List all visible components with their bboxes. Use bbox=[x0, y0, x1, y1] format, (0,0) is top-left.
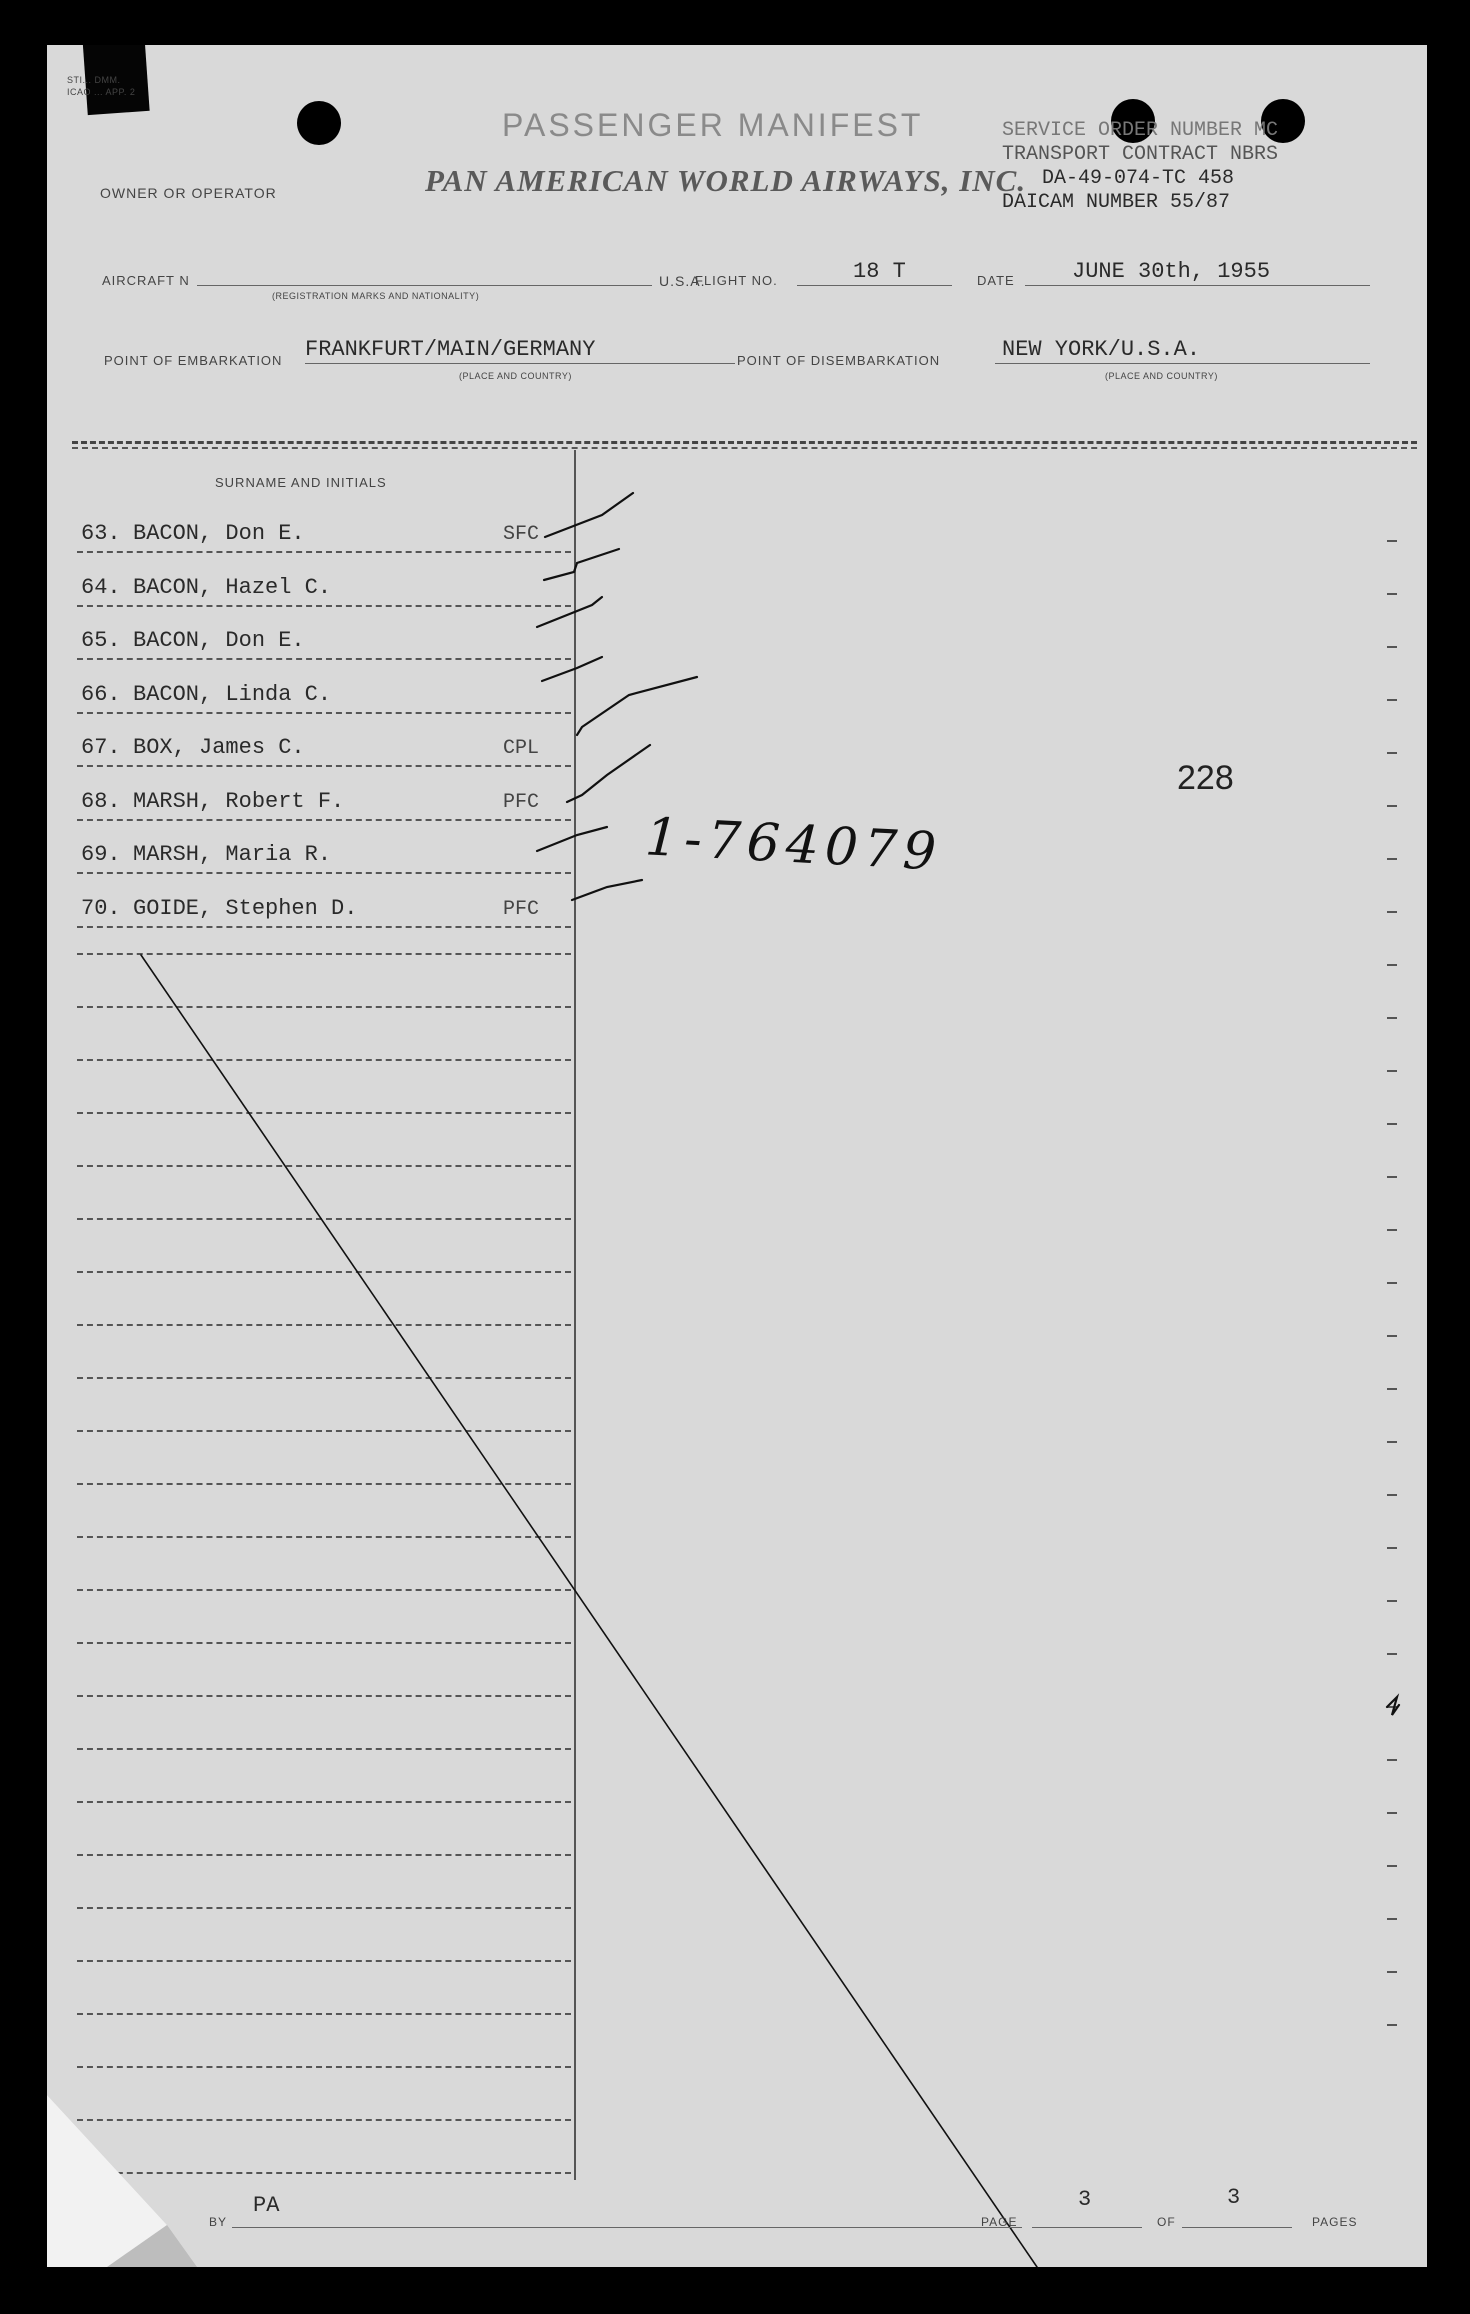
by-value: PA bbox=[253, 2193, 280, 2218]
transport-contract-line: TRANSPORT CONTRACT NBRS bbox=[1002, 143, 1279, 166]
check-mark-67 bbox=[577, 677, 697, 735]
carrier-name: PAN AMERICAN WORLD AIRWAYS, INC. bbox=[425, 163, 1027, 198]
check-mark-64 bbox=[544, 549, 619, 580]
contract-number-line: DA-49-074-TC 458 bbox=[1042, 167, 1235, 190]
of-line bbox=[1182, 2227, 1292, 2228]
page-label: PAGE bbox=[981, 2215, 1018, 2229]
daicam-number-line: DAICAM NUMBER 55/87 bbox=[1002, 191, 1231, 214]
row-number: 69. bbox=[81, 842, 121, 867]
passenger-name: GOIDE, Stephen D. bbox=[133, 895, 358, 921]
page-value: 3 bbox=[1078, 2187, 1092, 2212]
by-line bbox=[232, 2227, 1022, 2228]
service-order-line: SERVICE ORDER NUMBER MC bbox=[1002, 119, 1279, 142]
passenger-name: BOX, James C. bbox=[133, 735, 305, 760]
check-mark-63 bbox=[545, 493, 633, 537]
embarkation-caption: (PLACE AND COUNTRY) bbox=[459, 371, 572, 381]
stamp-number: 228 bbox=[1177, 759, 1234, 797]
row-number: 70. bbox=[81, 895, 121, 921]
corner-code-line2: ICAO ... APP. 2 bbox=[67, 87, 136, 97]
passenger-name: BACON, Don E. bbox=[133, 521, 305, 546]
folded-corner bbox=[47, 2095, 197, 2267]
passenger-rank: PFC bbox=[503, 897, 540, 921]
check-mark-70 bbox=[572, 880, 642, 900]
row-number: 65. bbox=[81, 628, 121, 653]
by-label: BY bbox=[209, 2215, 228, 2229]
surname-column-header: SURNAME AND INITIALS bbox=[215, 475, 387, 490]
passenger-name: MARSH, Maria R. bbox=[133, 842, 332, 867]
embarkation-label: POINT OF EMBARKATION bbox=[104, 353, 283, 368]
of-label: OF bbox=[1157, 2215, 1176, 2229]
corner-code-line1: STI... DMM. bbox=[67, 75, 121, 85]
row-number: 68. bbox=[81, 788, 121, 814]
country-label: U.S.A. bbox=[659, 273, 706, 289]
row-number: 64. bbox=[81, 574, 121, 600]
row-number: 63. bbox=[81, 521, 121, 546]
passenger-name: MARSH, Robert F. bbox=[133, 788, 345, 814]
handwriting-layer bbox=[47, 45, 1427, 2267]
disembarkation-caption: (PLACE AND COUNTRY) bbox=[1105, 371, 1218, 381]
disembarkation-label: POINT OF DISEMBARKATION bbox=[737, 353, 941, 368]
aircraft-label: AIRCRAFT N bbox=[102, 273, 190, 288]
embarkation-value: FRANKFURT/MAIN/GERMANY bbox=[305, 337, 596, 362]
registration-caption: (REGISTRATION MARKS AND NATIONALITY) bbox=[272, 291, 480, 301]
flight-no-label: FLIGHT NO. bbox=[695, 273, 778, 288]
form-title: PASSENGER MANIFEST bbox=[502, 107, 924, 143]
disembarkation-value: NEW YORK/U.S.A. bbox=[1002, 337, 1201, 362]
of-value: 3 bbox=[1227, 2185, 1241, 2210]
passenger-rank: PFC bbox=[503, 790, 540, 814]
pages-label: PAGES bbox=[1312, 2215, 1358, 2229]
diagonal-cancel-line bbox=[141, 955, 1037, 2267]
page-line bbox=[1032, 2227, 1142, 2228]
passenger-rank: SFC bbox=[503, 523, 540, 546]
owner-label: OWNER OR OPERATOR bbox=[100, 185, 277, 201]
date-label: DATE bbox=[977, 273, 1015, 288]
row-number: 67. bbox=[81, 735, 121, 760]
check-mark-69 bbox=[537, 827, 607, 851]
handwritten-number: 1-764079 bbox=[643, 807, 944, 883]
row-number: 66. bbox=[81, 681, 121, 707]
passenger-name: BACON, Hazel C. bbox=[133, 574, 332, 600]
manifest-page bbox=[47, 45, 1427, 2267]
date-value: JUNE 30th, 1955 bbox=[1072, 259, 1271, 284]
check-mark-66 bbox=[542, 657, 602, 681]
check-mark-65 bbox=[537, 597, 602, 627]
passenger-name: BACON, Don E. bbox=[133, 628, 305, 653]
right-margin-scribble bbox=[1387, 1697, 1399, 1715]
passenger-rank: CPL bbox=[503, 737, 540, 760]
check-mark-68 bbox=[567, 745, 650, 802]
passenger-name: BACON, Linda C. bbox=[133, 681, 332, 707]
flight-no-value: 18 T bbox=[853, 259, 906, 284]
